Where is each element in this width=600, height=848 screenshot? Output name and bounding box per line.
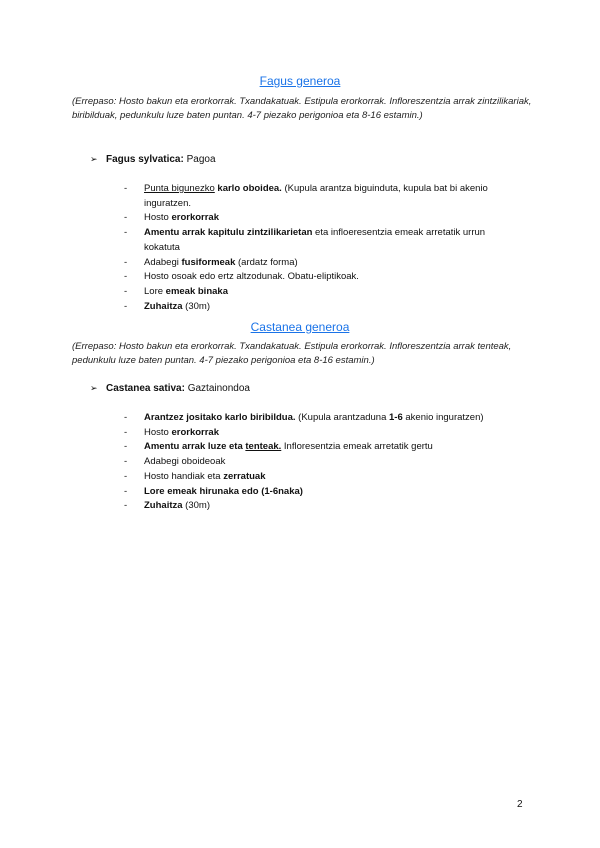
list-item-text: erorkorrak: [171, 426, 219, 438]
list-item-text: Hosto handiak eta: [144, 470, 224, 482]
dash-bullet: -: [124, 456, 128, 468]
list-item-text: 1-6: [389, 412, 403, 423]
list-item-text: Adabegi: [144, 256, 182, 268]
fagus-species-line: [90, 153, 216, 166]
list-item: [122, 256, 522, 271]
list-item-text: Amentu arrak kapitulu zintzilikarietan: [144, 227, 313, 239]
list-item-text: Lore emeak hirunaka edo (1-6naka): [144, 485, 303, 497]
species-common-name: Gaztainondoa: [184, 383, 250, 394]
dash-bullet: -: [124, 300, 128, 312]
list-item-text: (30m): [182, 500, 210, 512]
list-item-text: Arantzez jositako karlo biribildua.: [144, 412, 296, 423]
dash-bullet: -: [124, 441, 128, 453]
dash-bullet: -: [124, 470, 128, 482]
dash-bullet: -: [124, 212, 128, 224]
list-item-text: eta infloeresentzia emeak arretatik urrun kokatuta: [144, 227, 486, 253]
list-item: [122, 285, 522, 300]
dash-bullet: -: [124, 412, 128, 423]
fagus-recap: (Errepaso: Hosto bakun eta erorkorrak. Txandakatuak. Estipula erorkorrak. Infloreszentzia arrak zintzilikariak, biribilduak, pedunkulu luze baten puntan. 4-7 piezako perigonioa eta 8-16 estamin.): [72, 96, 532, 121]
list-item-text: Zuhaitza: [144, 300, 183, 312]
dash-bullet: -: [124, 256, 128, 268]
castanea-recap: (Errepaso: Hosto bakun eta erorkorrak. Txandakatuak. Estipula erorkorrak. Infloreszentzia arrak tenteak, pedunkulu luze baten puntan. 4-7 piezako perigonioa eta 8-16 estamin.): [72, 341, 512, 366]
dash-bullet: -: [124, 426, 128, 438]
list-item: [122, 470, 522, 485]
castanea-section-title[interactable]: Castanea generoa: [250, 320, 350, 334]
list-item: [122, 499, 522, 514]
list-item-text: fusiformeak: [181, 256, 236, 268]
list-item-text: tenteak.: [245, 441, 282, 453]
list-item-text: (Kupula arantzaduna: [295, 412, 389, 423]
fagus-traits-list: [122, 182, 522, 314]
list-item-text: (Kupula arantza biguinduta, kupula bat bi akenio inguratzen.: [144, 183, 488, 209]
species-common-name: Pagoa: [183, 154, 216, 165]
castanea-traits-list: [122, 411, 522, 514]
castanea-species-line: [90, 382, 250, 395]
dash-bullet: -: [124, 485, 128, 497]
list-item: [122, 411, 522, 426]
list-item-text: erorkorrak: [171, 212, 219, 224]
list-item-text: Lore: [144, 285, 166, 297]
dash-bullet: -: [124, 227, 128, 239]
dash-bullet: -: [124, 271, 128, 283]
list-item-text: (30m): [182, 300, 210, 312]
list-item-text: Hosto: [144, 212, 172, 224]
list-item-text: Adabegi oboideoak: [144, 456, 226, 468]
list-item-text: akenio inguratzen): [402, 412, 484, 423]
arrow-bullet-icon: ➢: [90, 383, 98, 393]
list-item: [122, 300, 522, 315]
list-item: [122, 485, 522, 500]
list-item-text: zerratuak: [223, 470, 266, 482]
list-item-text: Punta bigunezko: [144, 183, 215, 194]
list-item-text: Infloresentzia emeak arretatik gertu: [281, 441, 433, 453]
list-item-text: emeak binaka: [165, 285, 228, 297]
list-item: [122, 226, 522, 255]
list-item-text: Hosto: [144, 426, 172, 438]
list-item-text: Hosto osoak edo ertz altzodunak. Obatu-eliptikoak.: [144, 271, 359, 283]
page-number: 2: [517, 799, 523, 810]
list-item: [122, 426, 522, 441]
list-item: [122, 455, 522, 470]
list-item: [122, 182, 522, 211]
list-item-text: (ardatz forma): [235, 256, 298, 268]
species-latin-name: Castanea sativa:: [106, 383, 185, 394]
list-item-text: Amentu arrak luze eta: [144, 441, 246, 453]
dash-bullet: -: [124, 183, 128, 194]
fagus-section-title[interactable]: Fagus generoa: [259, 74, 341, 88]
species-latin-name: Fagus sylvatica:: [106, 154, 184, 165]
list-item: [122, 440, 522, 455]
list-item-text: Zuhaitza: [144, 500, 183, 512]
dash-bullet: -: [124, 500, 128, 512]
list-item-text: karlo oboidea.: [217, 183, 282, 194]
arrow-bullet-icon: ➢: [90, 154, 98, 164]
list-item: [122, 270, 522, 285]
list-item: [122, 211, 522, 226]
dash-bullet: -: [124, 285, 128, 297]
